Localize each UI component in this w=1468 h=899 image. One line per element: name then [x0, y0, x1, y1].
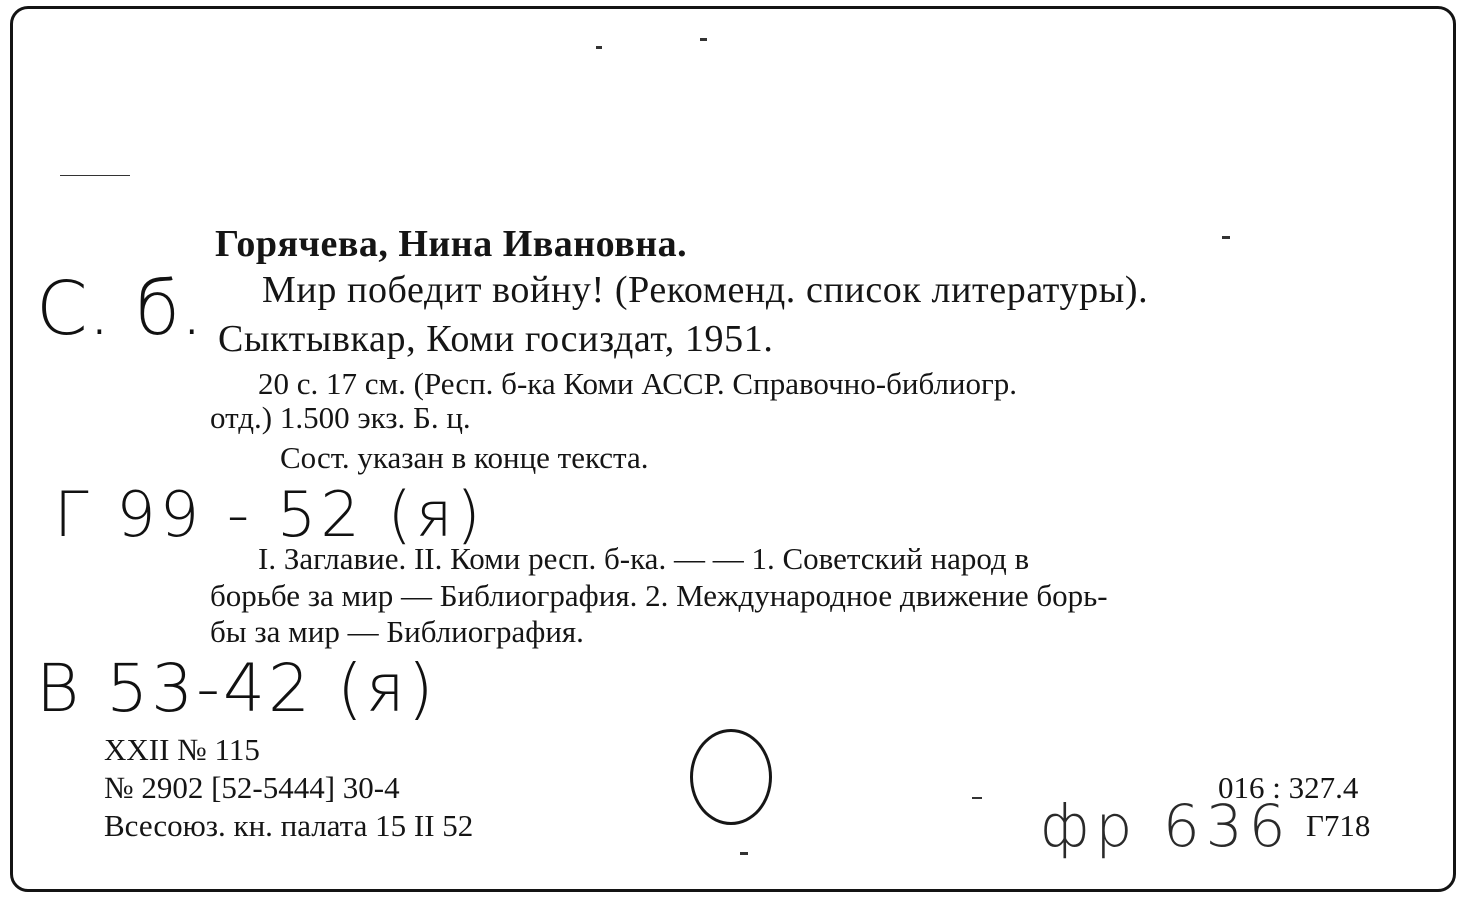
- scan-speck: [60, 175, 130, 176]
- card-title-line2: Сыктывкар, Коми госиздат, 1951.: [218, 318, 774, 360]
- card-physical-line2: отд.) 1.500 экз. Б. ц.: [210, 400, 471, 435]
- scan-speck: [700, 38, 707, 41]
- scan-speck: [1222, 236, 1230, 239]
- card-cutter: Г718: [1306, 808, 1371, 843]
- scan-speck: [596, 46, 602, 49]
- card-physical-line1: 20 с. 17 см. (Респ. б-ка Коми АССР. Справочно-библиогр.: [258, 366, 1017, 401]
- card-author: Горячева, Нина Ивановна.: [215, 223, 688, 265]
- handwritten-circle: [690, 729, 772, 825]
- scan-speck: [972, 797, 982, 799]
- handwritten-fr-number: фр 636: [1040, 792, 1292, 860]
- scan-speck: [740, 852, 748, 855]
- handwritten-v-number: В 53-42 (я): [36, 650, 437, 727]
- card-title-line1: Мир победит войну! (Рекоменд. список литературы).: [262, 269, 1149, 311]
- card-note: Сост. указан в конце текста.: [280, 440, 649, 475]
- card-series-number: XXII № 115: [104, 732, 260, 767]
- handwritten-shelf-mark: С. б.: [36, 266, 204, 352]
- card-tracing-line2: борьбе за мир — Библиография. 2. Международное движение борь-: [210, 578, 1108, 613]
- card-chamber: Всесоюз. кн. палата 15 II 52: [104, 808, 474, 843]
- card-tracing-line1: I. Заглавие. II. Коми респ. б-ка. — — 1. Советский народ в: [258, 541, 1030, 576]
- card-order-number: № 2902 [52-5444] 30-4: [104, 770, 400, 805]
- card-tracing-line3: бы за мир — Библиография.: [210, 614, 584, 649]
- card-udc: 016 : 327.4: [1218, 770, 1359, 805]
- handwritten-g-number: Г 99 - 52 (я): [54, 478, 485, 551]
